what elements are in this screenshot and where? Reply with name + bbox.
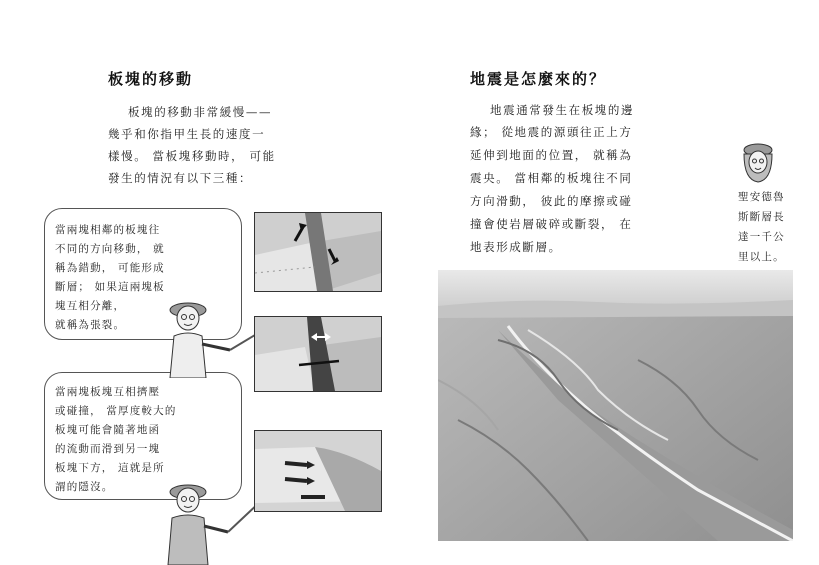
right-paragraph-line: 震央。 當相鄰的板塊往不同	[470, 171, 633, 185]
bubble-line: 的流動而滑到另一塊	[55, 443, 161, 455]
bubble-line: 當兩塊相鄰的板塊往	[55, 224, 161, 236]
bubble-line: 不同的方向移動， 就	[55, 243, 165, 255]
girl-portrait-illustration	[738, 140, 778, 184]
left-paragraph-line: 樣慢。 當板塊移動時， 可能	[108, 149, 276, 163]
caption-line: 里以上。	[738, 251, 785, 263]
subduction-diagram	[254, 430, 382, 512]
right-paragraph-line: 緣； 從地震的源頭往正上方	[470, 125, 633, 139]
right-paragraph-line: 延伸到地面的位置， 就稱為	[470, 148, 633, 162]
caption-line: 斯斷層長	[738, 211, 785, 223]
san-andreas-fault-photo	[438, 270, 793, 541]
left-paragraph-line: 發生的情況有以下三種：	[108, 171, 253, 185]
bubble-line: 斷層； 如果這兩塊板	[55, 281, 165, 293]
left-page-title: 板塊的移動	[108, 70, 194, 88]
bubble-line: 塊互相分離，	[55, 300, 126, 312]
divergent-boundary-diagram	[254, 316, 382, 392]
right-paragraph-line: 地震通常發生在板塊的邊	[490, 103, 635, 117]
right-paragraph-line: 地表形成斷層。	[470, 240, 562, 254]
right-page-title: 地震是怎麼來的？	[470, 70, 607, 88]
transform-fault-diagram	[254, 212, 382, 292]
left-paragraph-line: 幾乎和你指甲生長的速度一	[108, 127, 266, 141]
caption-line: 聖安德魯	[738, 191, 785, 203]
bubble-line: 稱為錯動， 可能形成	[55, 262, 165, 274]
bubble-line: 板塊可能會隨著地函	[55, 424, 161, 436]
right-paragraph-line: 撞會使岩層破碎或斷裂， 在	[470, 217, 633, 231]
bubble-line: 板塊下方， 這就是所	[55, 462, 165, 474]
caption-line: 達一千公	[738, 231, 785, 243]
bubble-line: 就稱為張裂。	[55, 319, 126, 331]
bubble-line: 當兩塊板塊互相擠壓	[55, 386, 161, 398]
left-paragraph-line: 板塊的移動非常緩慢——	[128, 105, 273, 119]
bubble-line: 或碰撞， 當厚度較大的	[55, 405, 177, 417]
right-paragraph-line: 方向滑動， 彼此的摩擦或碰	[470, 194, 633, 208]
bubble-line: 謂的隱沒。	[55, 481, 114, 493]
